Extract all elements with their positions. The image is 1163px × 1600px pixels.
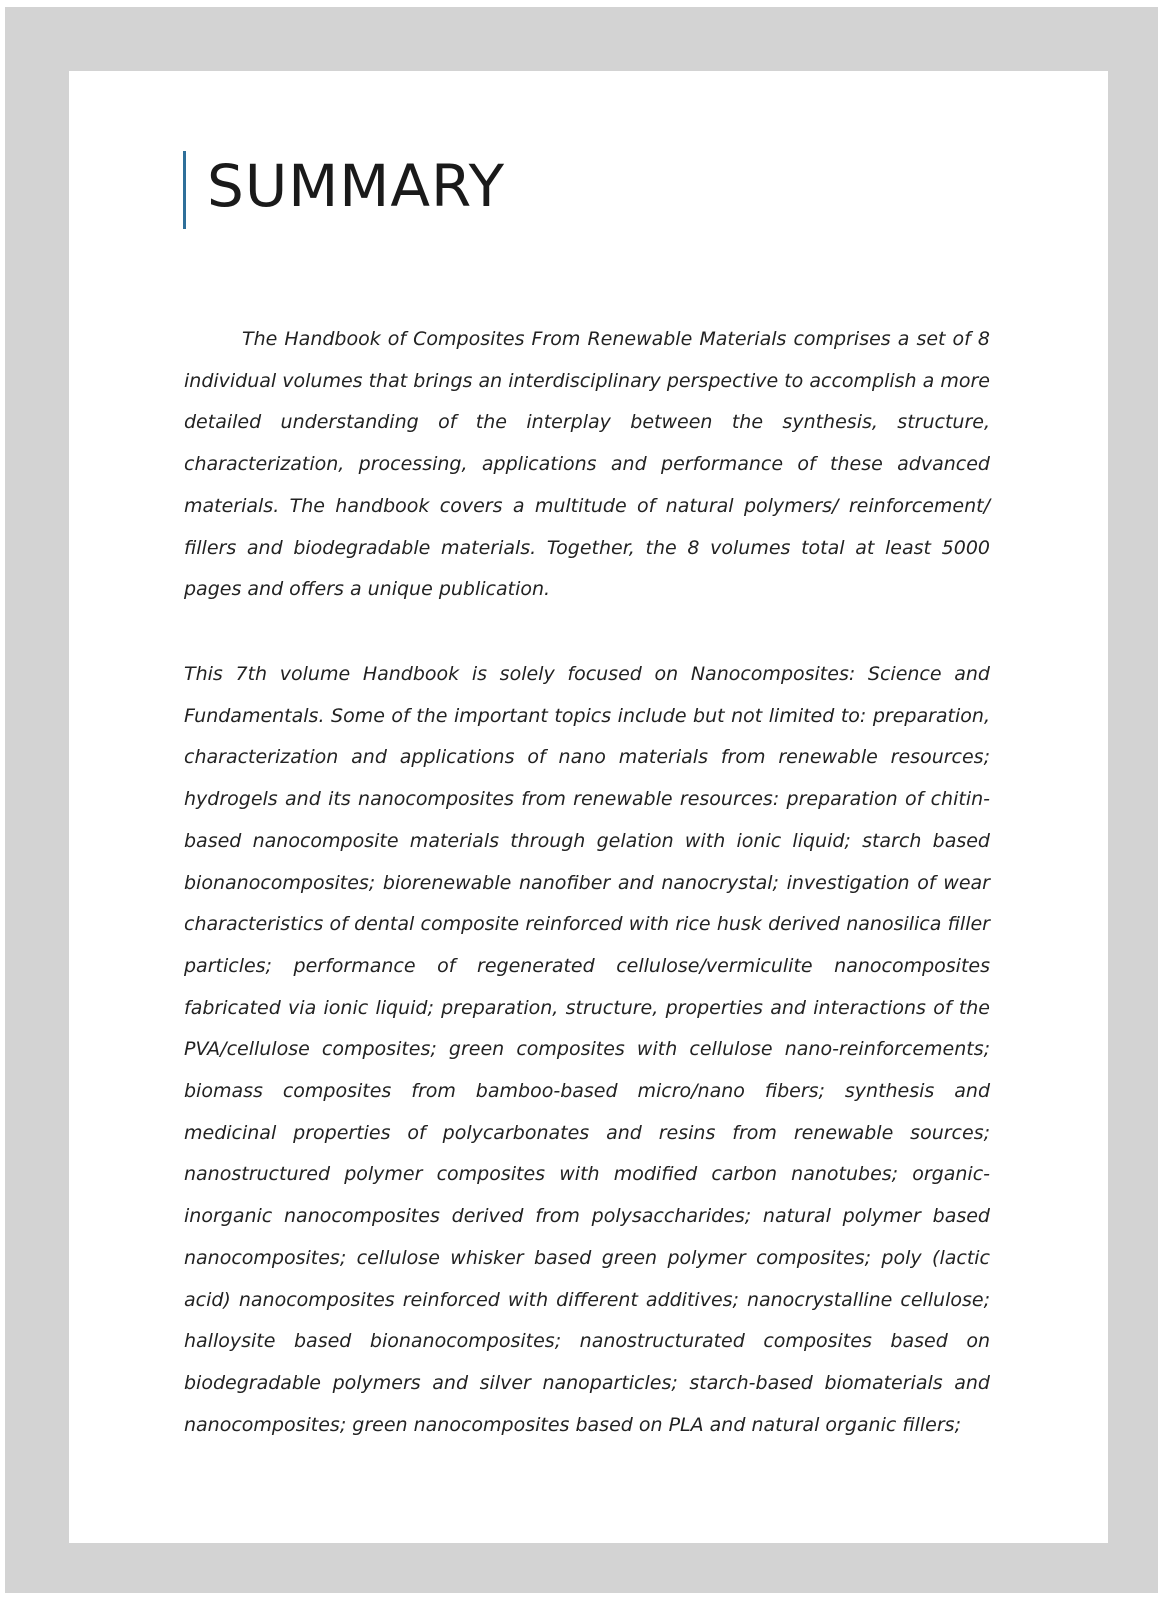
summary-paragraph-1: The Handbook of Composites From Renewable Materials comprises a set of 8 individual volumes that brings an interdisciplinary perspective to accomplish a more detailed understanding of the interplay between the synthesis, structure, characterization, processing, applications and performance of these advanced materials. The handbook covers a multitude of natural polymers/ reinforcement/ fillers and biodegradable materials. Together, the 8 volumes total at least 5000 pages and offers a unique publication. — [184, 328, 990, 601]
heading-accent-bar — [183, 151, 186, 229]
page-frame — [5, 7, 1158, 1593]
page-title: SUMMARY — [207, 152, 506, 220]
summary-paragraph-2: This 7th volume Handbook is solely focused on Nanocomposites: Science and Fundamentals. Some of the important topics include but not limited to: preparation, characterization and applications of nano materials from renewable resources; hydrogels and its nanocomposites from renewable resources: preparation of chitin-based nanocomposite materials through gelation with ionic liquid; starch based bionanocomposites; biorenewable nanofiber and nanocrystal; investigation of wear characteristics of dental composite reinforced with rice husk derived nanosilica filler particles; performance of regenerated cellulose/vermiculite nanocomposites fabricated via ionic liquid; preparation, structure, properties and interactions of the PVA/cellulose composites; green composites with cellulose nano-reinforcements; biomass composites from bamboo-based micro/nano fibers; synthesis and medicinal properties of polycarbonates and resins from renewable sources; nanostructured polymer composites with modified carbon nanotubes; organic-inorganic nanocomposites derived from polysaccharides; natural polymer based nanocomposites; cellulose whisker based green polymer composites; poly (lactic acid) nanocomposites reinforced with different additives; nanocrystalline cellulose; halloysite based bionanocomposites; nanostructurated composites based on biodegradable polymers and silver nanoparticles; starch-based biomaterials and nanocomposites; green nanocomposites based on PLA and natural organic fillers; — [184, 663, 990, 1436]
document-page — [69, 71, 1108, 1543]
